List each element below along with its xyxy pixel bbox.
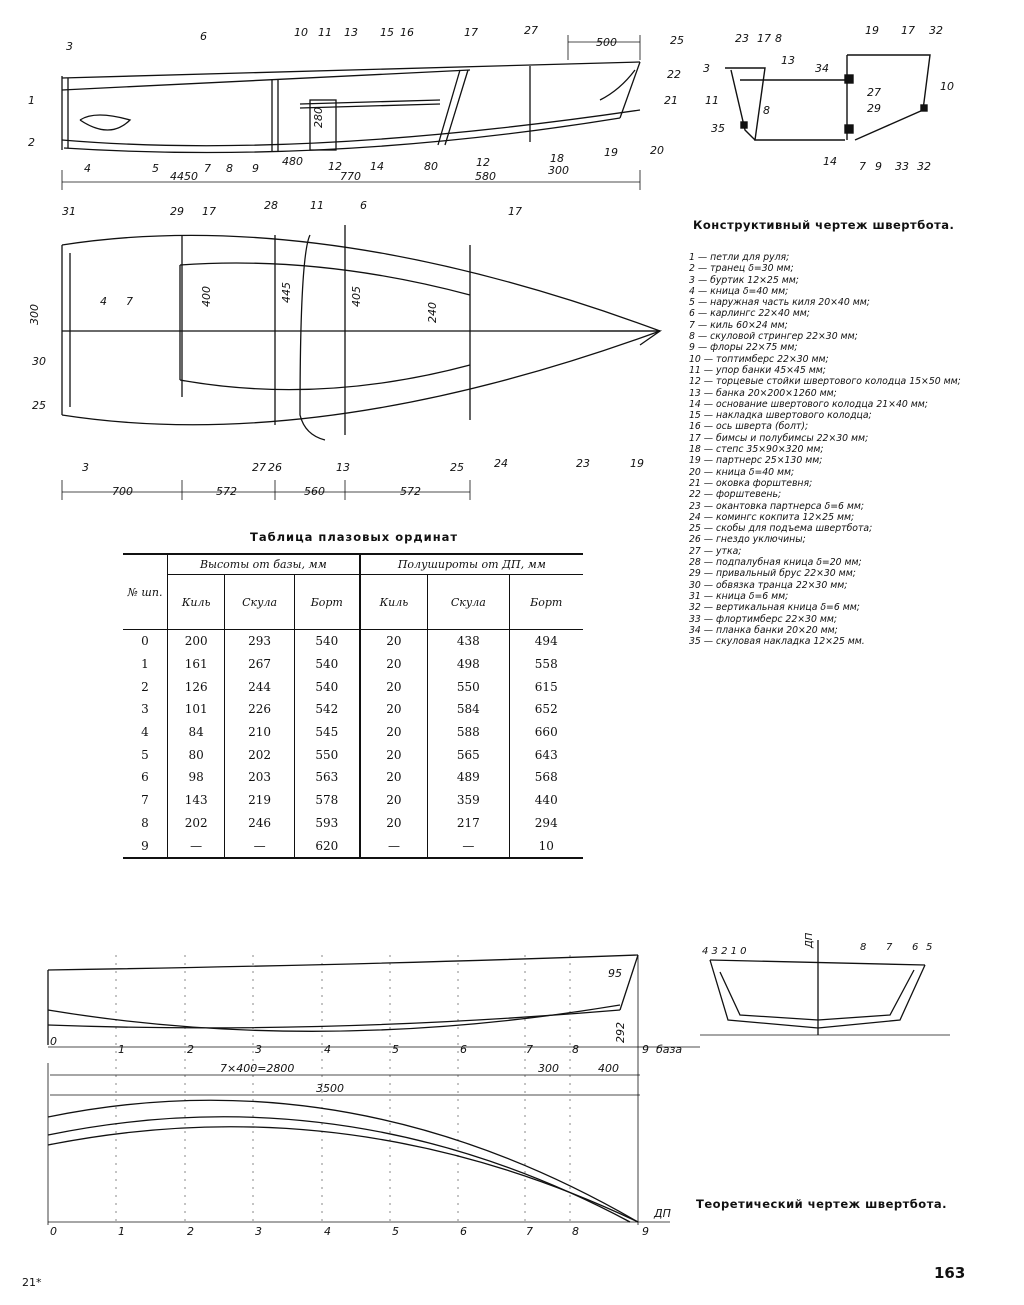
legend-item: 6 — карлингс 22×40 мм; — [689, 308, 810, 320]
body-plan-left-stations: 4 3 2 1 0 — [702, 946, 747, 957]
side-label-1: 1 — [28, 94, 35, 107]
body-plan-st-7: 7 — [886, 942, 893, 953]
plan-label-4: 4 — [100, 295, 107, 308]
plan-dim-300: 300 — [28, 304, 41, 325]
table-cell: 550 — [294, 743, 359, 766]
table-cell: 545 — [294, 721, 359, 744]
side-label-12a: 12 — [476, 156, 490, 169]
legend-item: 32 — вертикальная кница δ=6 мм; — [689, 602, 860, 614]
table-cell: 3 — [141, 702, 149, 717]
table-cell: 9 — [141, 838, 149, 853]
section-label-17: 17 — [757, 32, 771, 45]
legend-item: 11 — упор банки 45×45 мм; — [689, 364, 826, 376]
dim-400: 400 — [598, 1062, 619, 1075]
legend-item: 14 — основание швертового колодца 21×40 мм; — [689, 398, 928, 410]
construction-caption: Конструктивный чертеж швертбота. — [693, 218, 955, 232]
dim-80: 80 — [424, 160, 438, 173]
table-cell: 1 — [141, 657, 149, 672]
body-plan-st-6: 6 — [912, 942, 919, 953]
legend-item: 18 — степс 35×90×320 мм; — [689, 444, 824, 456]
page-number: 163 — [934, 1264, 966, 1282]
plan-label-24: 24 — [494, 457, 508, 470]
table-cell: — — [168, 834, 225, 858]
table-cell: 200 — [168, 630, 225, 653]
legend-item: 7 — киль 60×24 мм; — [689, 319, 788, 331]
side-label-3: 3 — [66, 40, 73, 53]
body-plan-drawing — [700, 920, 950, 1050]
plan-label-27: 27 — [252, 461, 266, 474]
offsets-table — [123, 553, 583, 859]
table-cell: 202 — [168, 812, 225, 835]
table-row — [123, 834, 583, 858]
theoretical-caption: Теоретический чертеж швертбота. — [696, 1197, 947, 1211]
legend-item: 2 — транец δ=30 мм; — [689, 263, 794, 275]
plan-label-26: 26 — [268, 461, 282, 474]
col-station: № шп. — [123, 554, 168, 630]
table-cell: 143 — [168, 789, 225, 812]
col-sub: Скула — [225, 575, 295, 630]
section-label-19: 19 — [865, 24, 879, 37]
side-label-14: 14 — [370, 160, 384, 173]
station-4: 4 — [324, 1043, 331, 1056]
table-cell: 20 — [360, 653, 428, 676]
side-label-20: 20 — [650, 144, 664, 157]
table-title: Таблица плазовых ординат — [250, 530, 459, 544]
legend-item: 24 — комингс кокпита 12×25 мм; — [689, 511, 855, 523]
legend-item: 8 — скуловой стрингер 22×30 мм; — [689, 331, 858, 343]
col-sub: Скула — [428, 575, 509, 630]
side-label-11: 11 — [318, 26, 332, 39]
table-cell: 8 — [141, 815, 149, 830]
legend-item: 9 — флоры 22×75 мм; — [689, 342, 798, 354]
table-cell: 558 — [509, 653, 583, 676]
table-cell: 584 — [428, 698, 509, 721]
section-label-35: 35 — [711, 122, 725, 135]
table-cell: 267 — [225, 653, 295, 676]
dim-300: 300 — [548, 164, 569, 177]
table-cell: 126 — [168, 675, 225, 698]
plan-dim-445: 445 — [280, 282, 293, 303]
table-cell: 219 — [225, 789, 295, 812]
dim-480: 480 — [282, 155, 303, 168]
section-drawing — [695, 20, 965, 180]
table-cell: 438 — [428, 630, 509, 653]
plan-label-3: 3 — [82, 461, 89, 474]
table-cell: 652 — [509, 698, 583, 721]
plan-station-5: 5 — [392, 1225, 399, 1238]
side-label-21: 21 — [664, 94, 678, 107]
section-label-34-16: 34 — [815, 62, 829, 75]
plan-dim-572b: 572 — [400, 485, 421, 498]
legend-item: 27 — утка; — [689, 545, 742, 557]
plan-label-28: 28 — [264, 199, 278, 212]
table-row — [123, 630, 583, 653]
legend-item: 1 — петли для руля; — [689, 252, 790, 263]
station-5: 5 — [392, 1043, 399, 1056]
table-cell: 246 — [225, 812, 295, 835]
side-label-4: 4 — [84, 162, 91, 175]
section-label-23: 23 — [735, 32, 749, 45]
legend-item: 34 — планка банки 20×20 мм; — [689, 624, 838, 636]
dim-7x400: 7×400=2800 — [220, 1062, 295, 1075]
side-label-19: 19 — [604, 146, 618, 159]
dim-580: 580 — [475, 170, 496, 183]
table-cell: 540 — [294, 675, 359, 698]
table-cell: 6 — [141, 770, 149, 785]
side-label-6: 6 — [200, 30, 207, 43]
table-cell: 98 — [168, 766, 225, 789]
section-label-8b: 8 — [763, 104, 770, 117]
table-cell: 660 — [509, 721, 583, 744]
side-label-10: 10 — [294, 26, 308, 39]
table-cell: 0 — [141, 634, 149, 649]
table-cell: 80 — [168, 743, 225, 766]
plan-dim-400: 400 — [200, 286, 213, 307]
section-label-27: 27 — [867, 86, 881, 99]
plan-view-drawing — [20, 195, 670, 505]
section-label-32: 32 — [929, 24, 943, 37]
table-cell: 643 — [509, 743, 583, 766]
table-cell: 20 — [360, 675, 428, 698]
table-cell: 217 — [428, 812, 509, 835]
legend-item: 12 — торцевые стойки швертового колодца 15×50 мм; — [689, 376, 961, 388]
station-2: 2 — [187, 1043, 194, 1056]
col-sub: Борт — [294, 575, 359, 630]
plan-dim-405: 405 — [350, 286, 363, 307]
table-cell: 440 — [509, 789, 583, 812]
table-row — [123, 766, 583, 789]
plan-label-25b: 25 — [450, 461, 464, 474]
plan-station-1: 1 — [118, 1225, 125, 1238]
plan-label-11: 11 — [310, 199, 324, 212]
station-7: 7 — [526, 1043, 533, 1056]
plan-label-13: 13 — [336, 461, 350, 474]
body-plan-dp: ДП — [804, 932, 815, 948]
legend-item: 3 — буртик 12×25 мм; — [689, 274, 799, 286]
table-row — [123, 789, 583, 812]
table-cell: — — [360, 834, 428, 858]
side-label-22: 22 — [667, 68, 681, 81]
side-label-13: 13 — [344, 26, 358, 39]
station-1: 1 — [118, 1043, 125, 1056]
side-label-12b: 12 — [328, 160, 342, 173]
table-cell: 540 — [294, 630, 359, 653]
legend-item: 21 — оковка форштевня; — [689, 477, 813, 489]
station-8: 8 — [572, 1043, 579, 1056]
table-cell: 20 — [360, 630, 428, 653]
plan-label-7: 7 — [126, 295, 133, 308]
side-label-8: 8 — [226, 162, 233, 175]
plan-label-19: 19 — [630, 457, 644, 470]
legend-item: 17 — бимсы и полубимсы 22×30 мм; — [689, 432, 869, 444]
station-0: 0 — [50, 1035, 57, 1048]
table-cell: 359 — [428, 789, 509, 812]
dim-95: 95 — [608, 967, 622, 980]
table-row — [123, 698, 583, 721]
section-label-9: 9 — [875, 160, 882, 173]
table-cell: 494 — [509, 630, 583, 653]
table-cell: 578 — [294, 789, 359, 812]
section-label-29: 29 — [867, 102, 881, 115]
plan-station-7: 7 — [526, 1225, 533, 1238]
side-label-17: 17 — [464, 26, 478, 39]
table-cell: 293 — [225, 630, 295, 653]
legend-item: 35 — скуловая накладка 12×25 мм. — [689, 636, 865, 648]
legend-item: 19 — партнерс 25×130 мм; — [689, 455, 823, 467]
plan-label-17a: 17 — [202, 205, 216, 218]
table-row — [123, 721, 583, 744]
plan-dim-240: 240 — [426, 302, 439, 323]
section-label-33: 33 — [895, 160, 909, 173]
table-cell: — — [428, 834, 509, 858]
table-cell: 5 — [141, 747, 149, 762]
theoretical-drawing — [20, 935, 700, 1245]
station-3: 3 — [255, 1043, 262, 1056]
plan-label-29: 29 — [170, 205, 184, 218]
section-label-11: 11 — [705, 94, 719, 107]
legend-item: 15 — накладка швертового колодца; — [689, 410, 872, 422]
section-label-8: 8 — [775, 32, 782, 45]
legend-item: 22 — форштевень; — [689, 489, 782, 501]
dim-770: 770 — [340, 170, 361, 183]
section-label-7: 7 — [859, 160, 866, 173]
side-label-5: 5 — [152, 162, 159, 175]
legend-item: 30 — обвязка транца 22×30 мм; — [689, 579, 848, 591]
table-cell: 593 — [294, 812, 359, 835]
table-cell: 563 — [294, 766, 359, 789]
plan-label-17b: 17 — [508, 205, 522, 218]
legend-item: 25 — скобы для подъема швертбота; — [689, 523, 873, 535]
col-sub: Киль — [168, 575, 225, 630]
legend-item: 33 — флортимберс 22×30 мм; — [689, 613, 837, 625]
plan-label-23: 23 — [576, 457, 590, 470]
dim-3500: 3500 — [316, 1082, 344, 1095]
table-cell: 4 — [141, 725, 149, 740]
table-cell: 210 — [225, 721, 295, 744]
legend-item: 26 — гнездо уключины; — [689, 534, 806, 546]
plan-station-0: 0 — [50, 1225, 57, 1238]
side-label-16: 16 — [400, 26, 414, 39]
plan-station-4: 4 — [324, 1225, 331, 1238]
dim-292: 292 — [614, 1022, 627, 1043]
table-cell: 244 — [225, 675, 295, 698]
col-sub: Киль — [360, 575, 428, 630]
plan-dim-560: 560 — [304, 485, 325, 498]
side-label-15: 15 — [380, 26, 394, 39]
table-cell: 161 — [168, 653, 225, 676]
station-9: 9 — [642, 1043, 649, 1056]
table-cell: 202 — [225, 743, 295, 766]
table-cell: 489 — [428, 766, 509, 789]
parts-legend — [689, 252, 964, 647]
table-cell: 203 — [225, 766, 295, 789]
table-cell: 550 — [428, 675, 509, 698]
table-cell: 542 — [294, 698, 359, 721]
table-cell: 20 — [360, 721, 428, 744]
plan-station-6: 6 — [460, 1225, 467, 1238]
table-cell: 540 — [294, 653, 359, 676]
table-cell: 294 — [509, 812, 583, 835]
side-label-7: 7 — [204, 162, 211, 175]
side-label-18: 18 — [550, 152, 564, 165]
table-cell: — — [225, 834, 295, 858]
section-label-13: 13 — [781, 54, 795, 67]
body-plan-st-5: 5 — [926, 942, 933, 953]
table-row — [123, 812, 583, 835]
table-cell: 20 — [360, 766, 428, 789]
plan-station-8: 8 — [572, 1225, 579, 1238]
table-cell: 565 — [428, 743, 509, 766]
table-cell: 2 — [141, 679, 149, 694]
station-6: 6 — [460, 1043, 467, 1056]
table-cell: 20 — [360, 698, 428, 721]
group-heights: Высоты от базы, мм — [168, 554, 360, 575]
body-plan-st-8: 8 — [860, 942, 867, 953]
plan-station-9: 9 — [642, 1225, 649, 1238]
section-label-32b: 32 — [917, 160, 931, 173]
table-cell: 101 — [168, 698, 225, 721]
table-cell: 84 — [168, 721, 225, 744]
plan-label-6: 6 — [360, 199, 367, 212]
plan-station-3: 3 — [255, 1225, 262, 1238]
baza-label: база — [656, 1043, 683, 1056]
table-cell: 568 — [509, 766, 583, 789]
side-label-25: 25 — [670, 34, 684, 47]
table-cell: 620 — [294, 834, 359, 858]
legend-item: 10 — топтимберс 22×30 мм; — [689, 353, 829, 365]
group-half: Полушироты от ДП, мм — [360, 554, 583, 575]
legend-item: 23 — окантовка партнерса δ=6 мм; — [689, 500, 865, 512]
section-label-14: 14 — [823, 155, 837, 168]
side-view-drawing — [0, 0, 690, 200]
legend-item: 16 — ось шверта (болт); — [689, 421, 809, 433]
side-label-9: 9 — [252, 162, 259, 175]
legend-item: 29 — привальный брус 22×30 мм; — [689, 568, 856, 580]
dim-500: 500 — [596, 36, 617, 49]
table-cell: 20 — [360, 743, 428, 766]
plan-label-30: 30 — [32, 355, 46, 368]
col-sub: Борт — [509, 575, 583, 630]
plan-station-2: 2 — [187, 1225, 194, 1238]
legend-item: 13 — банка 20×200×1260 мм; — [689, 387, 837, 399]
legend-item: 5 — наружная часть киля 20×40 мм; — [689, 297, 870, 309]
legend-item: 31 — кница δ=6 мм; — [689, 590, 789, 602]
table-cell: 226 — [225, 698, 295, 721]
section-label-3: 3 — [703, 62, 710, 75]
legend-item: 28 — подпалубная кница δ=20 мм; — [689, 557, 862, 569]
table-cell: 7 — [141, 793, 149, 808]
plan-dim-700: 700 — [112, 485, 133, 498]
table-cell: 20 — [360, 789, 428, 812]
table-row — [123, 743, 583, 766]
table-cell: 498 — [428, 653, 509, 676]
footer-mark: 21* — [22, 1276, 42, 1289]
plan-label-31: 31 — [62, 205, 76, 218]
side-label-27: 27 — [524, 24, 538, 37]
plan-label-25a: 25 — [32, 399, 46, 412]
legend-item: 4 — кница δ=40 мм; — [689, 285, 789, 297]
table-row — [123, 675, 583, 698]
dp-label: ДП — [654, 1207, 671, 1220]
legend-item: 20 — кница δ=40 мм; — [689, 466, 795, 478]
dim-300: 300 — [538, 1062, 559, 1075]
table-row — [123, 653, 583, 676]
table-cell: 588 — [428, 721, 509, 744]
plan-dim-572a: 572 — [216, 485, 237, 498]
table-cell: 10 — [509, 834, 583, 858]
table-cell: 615 — [509, 675, 583, 698]
side-label-2: 2 — [28, 136, 35, 149]
table-cell: 20 — [360, 812, 428, 835]
dim-4450: 4450 — [170, 170, 198, 183]
section-label-10: 10 — [940, 80, 954, 93]
section-label-17r: 17 — [901, 24, 915, 37]
dim-280: 280 — [312, 107, 325, 128]
